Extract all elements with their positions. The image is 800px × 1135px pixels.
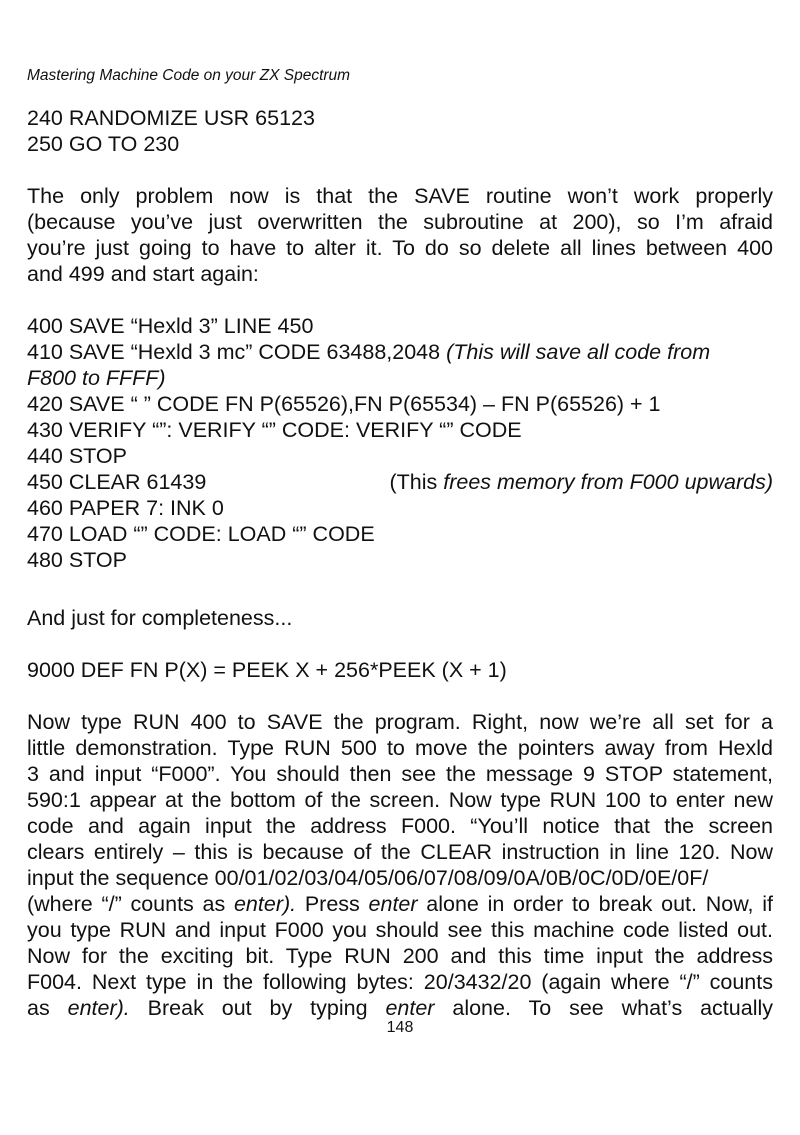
paragraph-2: [27, 605, 773, 631]
text-line: F004. Next type in the following bytes: 20/3432/20 (again where “/” counts: [27, 970, 773, 994]
running-header: Mastering Machine Code on your ZX Spectrum: [27, 67, 351, 84]
code-line: 440 STOP: [27, 444, 127, 468]
comment-plain: (This: [389, 470, 444, 494]
code-text: 450 CLEAR 61439: [27, 470, 207, 494]
text-run: Press: [296, 892, 369, 916]
text-line: And just for completeness...: [27, 606, 293, 630]
code-comment: F800 to FFFF): [27, 366, 166, 390]
text-line: code and again input the address F000. “You’ll notice that the screen: [27, 814, 773, 838]
text-italic: enter).: [67, 996, 130, 1020]
text-italic: enter: [385, 996, 435, 1020]
code-line: 240 RANDOMIZE USR 65123: [27, 106, 315, 130]
paragraph-3: [27, 709, 773, 1021]
text-line: you type RUN and input F000 you should see this machine code listed out.: [27, 918, 773, 942]
text-line: you’re just going to have to alter it. To do so delete all lines between 400: [27, 236, 773, 260]
text-line: little demonstration. Type RUN 500 to move the pointers away from Hexld: [27, 736, 773, 760]
text-line: Now for the exciting bit. Type RUN 200 and this time input the address: [27, 944, 773, 968]
code-line: 420 SAVE “ ” CODE FN P(65526),FN P(65534) – FN P(65526) + 1: [27, 392, 661, 416]
code-comment: (This will save all code from: [446, 340, 711, 364]
code-line: 460 PAPER 7: INK 0: [27, 496, 224, 520]
text-run: alone in order to break out. Now, if: [417, 892, 773, 916]
text-italic: enter).: [233, 892, 297, 916]
text-line: 3 and input “F000”. You should then see the message 9 STOP statement,: [27, 762, 773, 786]
listing-3: [27, 657, 773, 683]
text-italic: enter: [368, 892, 418, 916]
code-line: 9000 DEF FN P(X) = PEEK X + 256*PEEK (X + 1): [27, 658, 507, 682]
code-line: 470 LOAD “” CODE: LOAD “” CODE: [27, 522, 375, 546]
code-line: 430 VERIFY “”: VERIFY “” CODE: VERIFY “” CODE: [27, 418, 522, 442]
text-line: (because you’ve just overwritten the subroutine at 200), so I’m afraid: [27, 210, 773, 234]
text-line: The only problem now is that the SAVE routine won’t work properly: [27, 184, 773, 208]
page-number: 148: [386, 1019, 414, 1036]
code-line: 480 STOP: [27, 548, 127, 572]
text-line: clears entirely – this is because of the CLEAR instruction in line 120. Now: [27, 840, 773, 864]
code-line: [27, 365, 773, 391]
text-run: as: [27, 996, 68, 1020]
text-run: alone. To see what’s actually: [434, 996, 773, 1020]
text-line: [27, 995, 773, 1021]
listing-2: [27, 313, 773, 573]
code-line: [27, 339, 773, 365]
code-text: 410 SAVE “Hexld 3 mc” CODE 63488,2048: [27, 340, 447, 364]
text-line: 590:1 appear at the bottom of the screen. Now type RUN 100 to enter new: [27, 788, 773, 812]
text-line: input the sequence 00/01/02/03/04/05/06/07/08/09/0A/0B/0C/0D/0E/0F/: [27, 866, 709, 890]
text-run: (where “/” counts as: [27, 892, 234, 916]
listing-1: [27, 105, 773, 157]
code-line: [27, 469, 773, 495]
comment-italic: frees memory from F000 upwards): [443, 470, 773, 494]
text-line: and 499 and start again:: [27, 262, 259, 286]
text-line: Now type RUN 400 to SAVE the program. Right, now we’re all set for a: [27, 710, 773, 734]
code-line: 250 GO TO 230: [27, 132, 180, 156]
paragraph-1: [27, 183, 773, 287]
text-run: Break out by typing: [129, 996, 386, 1020]
code-comment: [389, 469, 773, 495]
text-line: [27, 891, 773, 917]
code-line: 400 SAVE “Hexld 3” LINE 450: [27, 314, 314, 338]
